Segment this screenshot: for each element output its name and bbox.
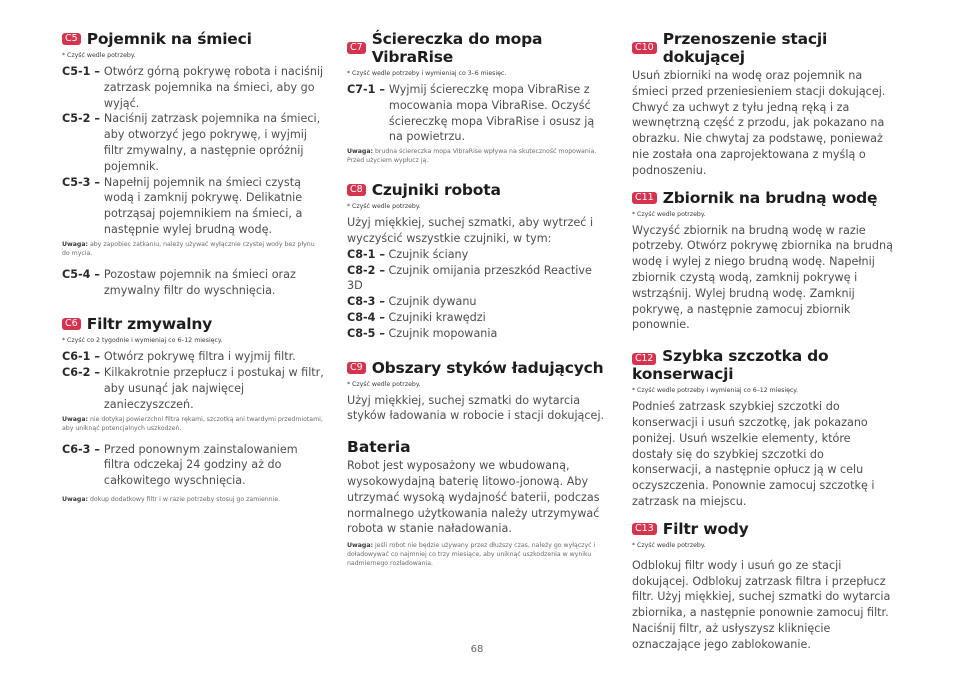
- item-number: C8-3 –: [347, 295, 385, 309]
- section-intro: Użyj miękkiej, suchej szmatki, aby wytrzeć i wyczyścić wszystkie czujniki, w tym:: [347, 216, 594, 245]
- cleaning-frequency-note: * Czyść wedle potrzeby.: [62, 52, 136, 59]
- section-text: Usuń zbiorniki na wodę oraz pojemnik na śmieci przed przeniesieniem stacji dokującej. Chwyć za uchwyt z tyłu jedną ręką i za wewnętrzną część z przodu, jak pokazano na obrazku. Nie chwytaj za podstawę, ponieważ nie została ona zaprojektowana z myślą o podnoszeniu.: [632, 69, 886, 177]
- step-number: C6-3 –: [62, 442, 100, 456]
- column-1: [62, 30, 324, 507]
- section-title: Filtr wody: [662, 519, 749, 538]
- step-c6-1: [62, 349, 324, 365]
- section-c13-heading: [632, 520, 894, 538]
- step-number: C5-1 –: [62, 65, 100, 78]
- warning-label: Uwaga:: [62, 415, 88, 423]
- step-c7-1: [347, 82, 609, 145]
- step-text: Napełnij pojemnik na śmieci czystą wodą i zamknij pokrywę. Delikatnie potrząsaj pojemnikiem na śmieci, a następnie wylej brudną wodę.: [103, 175, 303, 236]
- cleaning-frequency-note: * Czyść wedle potrzeby.: [347, 380, 421, 388]
- step-text: Otwórz pokrywę filtra i wyjmij filtr.: [103, 350, 296, 364]
- item-number: C8-5 –: [347, 326, 385, 340]
- section-badge: C8: [347, 184, 366, 196]
- warning-note: [347, 541, 609, 568]
- step-text: Otwórz górną pokrywę robota i naciśnij zatrzask pojemnika na śmieci, aby go wyjąć.: [103, 65, 324, 110]
- sensor-item: [347, 294, 609, 310]
- sensor-item: [347, 310, 609, 326]
- section-title-text: Szybka szczotka do konserwacji: [632, 347, 829, 384]
- step-number: C5-4 –: [62, 267, 100, 281]
- warning-label: Uwaga:: [62, 240, 88, 248]
- item-number: C8-2 –: [347, 263, 385, 277]
- section-text: Odblokuj filtr wody i usuń go ze stacji dokującej. Odblokuj zatrzask filtra i przepłucz filtr. Użyj miękkiej, suchej szmatki do wytarcia zbiornika, a następnie ponownie zamocuj filtr. Naciśnij filtr, aż usłyszysz kliknięcie oznaczające jego zablokowanie.: [632, 558, 891, 651]
- item-text: Czujnik ściany: [388, 247, 469, 261]
- cleaning-frequency-note: * Czyść co 2 tygodnie i wymieniaj co 6–12 miesięcy.: [62, 337, 223, 345]
- section-c7-heading: [347, 30, 609, 66]
- section-text: Użyj miękkiej, suchej szmatki do wytarcia styków ładowania w robocie i stacji dokującej.: [347, 393, 605, 423]
- section-text: Podnieś zatrzask szybkiej szczotki do konserwacji i usuń szczotkę, jak pokazano poniżej. Usuń wszelkie elementy, które dostały się do szybkiej szczotki do konserwacji, a następnie opłucz ją w celu oczyszczenia. Ponownie zamocuj szczotkę i zatrzask na miejscu.: [632, 400, 875, 508]
- section-c9: [347, 359, 609, 425]
- section-c13: [632, 520, 894, 653]
- item-text: Czujnik omijania przeszkód Reactive 3D: [347, 263, 592, 293]
- step-c5-4: [62, 267, 324, 299]
- warning-text: dokup dodatkowy filtr i w razie potrzeby stosuj go zamiennie.: [88, 495, 281, 503]
- section-c12-heading: [632, 347, 894, 383]
- warning-label: Uwaga:: [347, 148, 373, 156]
- section-c11: [632, 189, 894, 334]
- section-badge: C11: [632, 192, 657, 204]
- step-number: C6-2 –: [62, 366, 100, 380]
- sensor-item: [347, 247, 609, 263]
- column-3: [632, 30, 894, 653]
- warning-label: Uwaga:: [62, 495, 88, 503]
- item-text: Czujnik mopowania: [388, 326, 498, 340]
- step-text: Przed ponownym zainstalowaniem filtra odczekaj 24 godziny aż do całkowitego wyschnięcia.: [103, 442, 298, 488]
- section-title: Filtr zmywalny: [86, 315, 213, 334]
- section-title: Przenoszenie stacji dokującej: [662, 30, 828, 66]
- step-c5-2: [62, 111, 324, 174]
- section-badge: C10: [632, 42, 657, 54]
- step-c6-3: [62, 442, 324, 489]
- section-title: Obszary styków ładujących: [371, 358, 604, 377]
- warning-text: jeśli robot nie będzie używany przez dłuższy czas, należy go wyłączyć i doładowywać co najmniej co trzy miesiące, aby uniknąć uszkodzenia w wyniku nadmiernego rozładowania.: [347, 542, 596, 568]
- section-c8-heading: [347, 181, 609, 199]
- section-c8: [347, 181, 609, 341]
- section-title: Czujniki robota: [371, 181, 501, 200]
- section-c9-heading: [347, 359, 609, 377]
- step-text: Naciśnij zatrzask pojemnika na śmieci, aby otworzyć jego pokrywę, i wyjmij filtr zmywalny, a następnie opróżnij pojemnik.: [103, 112, 321, 173]
- step-c5-1: [62, 64, 324, 111]
- warning-text: nie dotykaj powierzchni filtra rękami, szczotką ani twardymi przedmiotami, aby uniknąć potencjalnych uszkodzeń.: [62, 415, 323, 432]
- section-battery: [347, 438, 609, 568]
- section-c5: [62, 30, 324, 298]
- item-number: C8-1 –: [347, 247, 385, 261]
- section-title: Ściereczka do mopa VibraRise: [371, 30, 543, 66]
- section-text: Robot jest wyposażony we wbudowaną, wysokowydajną baterię litowo-jonową. Aby utrzymać wysoką wydajność baterii, podczas normalnego użytkowania należy utrzymywać robota w stanie naładowania.: [347, 459, 600, 536]
- section-badge: C6: [62, 318, 81, 330]
- section-c10-heading: [632, 30, 894, 66]
- step-number: C6-1 –: [62, 350, 100, 364]
- section-c11-heading: [632, 189, 894, 207]
- section-c10: [632, 30, 894, 179]
- warning-text: aby zapobiec zatkaniu, należy używać wyłącznie czystej wody bez płynu do mycia.: [62, 240, 315, 257]
- section-c12: [632, 347, 894, 510]
- cleaning-frequency-note: * Czyść wedle potrzeby.: [632, 541, 706, 549]
- sensor-item: [347, 326, 609, 342]
- step-text: Wyjmij ściereczkę mopa VibraRise z mocowania mopa VibraRise. Oczyść ściereczkę mopa VibraRise i osusz ją na powietrzu.: [388, 83, 595, 144]
- column-2: [347, 30, 609, 571]
- section-title: Bateria: [347, 438, 411, 457]
- step-number: C5-3 –: [62, 175, 100, 189]
- sensor-item: [347, 263, 609, 295]
- section-badge: C13: [632, 523, 657, 535]
- warning-label: Uwaga:: [347, 542, 373, 550]
- warning-text: brudna ściereczka mopa VibraRise wpływa na skuteczność mopowania. Przed użyciem wypłucz ją.: [347, 148, 597, 165]
- warning-note: [62, 415, 324, 433]
- section-badge: C5: [62, 33, 81, 45]
- page-number: 68: [470, 644, 484, 655]
- section-badge: C9: [347, 362, 366, 374]
- section-title: Zbiornik na brudną wodę: [662, 188, 878, 207]
- section-title: [632, 347, 894, 383]
- section-c6: [62, 315, 324, 504]
- warning-note: [347, 147, 609, 165]
- section-text: Wyczyść zbiornik na brudną wodę w razie potrzeby. Otwórz pokrywę zbiornika na brudną wodę i wylej z niego brudną wodę. Napełnij zbiornik czystą wodą, zamknij pokrywę i wstrząśnij. Wylej brudną wodę. Zamknij pokrywę, a następnie zamocuj zbiornik ponownie.: [632, 223, 893, 332]
- cleaning-frequency-note: * Czyść wedle potrzeby.: [632, 210, 706, 218]
- step-c6-2: [62, 365, 324, 412]
- cleaning-frequency-note: * Czyść wedle potrzeby i wymieniaj co 3–6 miesięc.: [347, 70, 507, 77]
- cleaning-frequency-note: * Czyść wedle potrzeby i wymieniaj co 6–12 miesięcy.: [632, 387, 799, 395]
- step-number: C5-2 –: [62, 112, 100, 126]
- item-text: Czujniki krawędzi: [388, 310, 486, 324]
- step-c5-3: [62, 175, 324, 238]
- section-badge: C12: [632, 353, 656, 365]
- item-text: Czujnik dywanu: [388, 295, 477, 309]
- warning-note: [62, 495, 324, 504]
- warning-note: [62, 240, 324, 258]
- section-c6-heading: [62, 315, 324, 333]
- step-number: C7-1 –: [347, 83, 385, 96]
- cleaning-frequency-note: * Czyść wedle potrzeby.: [347, 203, 421, 211]
- section-c7: [347, 30, 609, 165]
- item-number: C8-4 –: [347, 310, 385, 324]
- section-badge: C7: [347, 42, 366, 54]
- step-text: Pozostaw pojemnik na śmieci oraz zmywalny filtr do wyschnięcia.: [103, 267, 296, 297]
- section-c5-heading: [62, 30, 324, 48]
- step-text: Kilkakrotnie przepłucz i postukaj w filtr, aby usunąć jak najwięcej zanieczyszczeń.: [103, 366, 324, 411]
- section-title: Pojemnik na śmieci: [86, 30, 252, 48]
